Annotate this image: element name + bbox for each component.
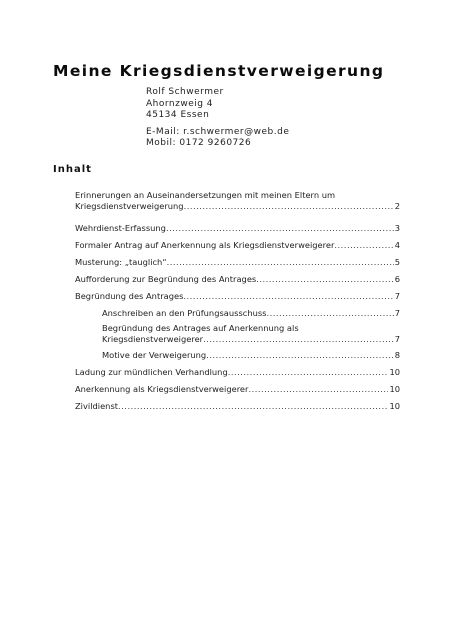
toc-page-number: 2 xyxy=(394,201,400,211)
author-name: Rolf Schwermer xyxy=(146,87,224,97)
toc-entry-musterung[interactable] xyxy=(75,257,400,268)
toc-leader-dots xyxy=(228,367,389,378)
toc-entry-text: Erinnerungen an Auseinandersetzungen mit meinen Eltern um xyxy=(75,190,336,200)
author-street: Ahornzweig 4 xyxy=(146,98,214,109)
toc-entry-erinnerungen[interactable] xyxy=(75,190,400,212)
toc-entry-begruendung[interactable] xyxy=(75,291,400,302)
toc-entry-text: Musterung: „tauglich“ xyxy=(75,257,167,267)
toc-entry-formaler-antrag[interactable] xyxy=(75,240,400,251)
toc-subentry-begruendung-anerkennung[interactable] xyxy=(102,323,400,345)
toc-entry-text: Formaler Antrag auf Anerkennung als Kriegsdienstverweigerer xyxy=(75,240,335,250)
toc-page-number: 6 xyxy=(394,274,400,284)
toc-entry-text: Ladung zur mündlichen Verhandlung xyxy=(75,367,228,377)
toc-leader-dots xyxy=(256,274,393,285)
toc-entry-wehrdienst-erfassung[interactable] xyxy=(75,223,400,234)
toc-entry-text: Begründung des Antrages auf Anerkennung als xyxy=(102,323,299,333)
toc-entry-text: Anerkennung als Kriegsdienstverweigerer xyxy=(75,384,249,394)
toc-page-number: 10 xyxy=(389,384,400,394)
toc-leader-dots xyxy=(183,291,393,302)
toc-entry-aufforderung[interactable] xyxy=(75,274,400,285)
toc-page-number: 7 xyxy=(394,291,400,301)
toc-page-number: 7 xyxy=(394,334,400,344)
toc-entry-anerkennung[interactable] xyxy=(75,384,400,395)
toc-page-number: 10 xyxy=(389,367,400,377)
author-phone: Mobil: 0172 9260726 xyxy=(146,138,252,148)
toc-leader-dots xyxy=(118,401,388,412)
toc-leader-dots xyxy=(203,334,394,345)
toc-subentry-anschreiben[interactable] xyxy=(102,308,400,319)
toc-leader-dots xyxy=(184,201,394,212)
toc-entry-text: Kriegsdienstverweigerer xyxy=(102,334,204,344)
toc-entry-text: Kriegsdienstverweigerung xyxy=(75,201,184,211)
toc-page-number: 10 xyxy=(389,401,400,411)
toc-page-number: 5 xyxy=(394,257,400,267)
document-title: Meine Kriegsdienstverweigerung xyxy=(53,62,385,80)
author-city: 45134 Essen xyxy=(146,110,210,120)
toc-leader-dots xyxy=(206,350,394,361)
toc-entry-text: Begründung des Antrages xyxy=(75,291,184,301)
toc-leader-dots xyxy=(248,384,388,395)
toc-leader-dots xyxy=(334,240,393,251)
toc-page-number: 7 xyxy=(394,308,400,318)
toc-entry-text: Anschreiben an den Prüfungsausschuss xyxy=(102,308,267,318)
toc-heading: Inhalt xyxy=(53,164,92,175)
toc-entry-text: Motive der Verweigerung xyxy=(102,350,207,360)
toc-leader-dots xyxy=(167,257,394,268)
toc-entry-text: Wehrdienst-Erfassung xyxy=(75,223,166,233)
toc-entry-text: Aufforderung zur Begründung des Antrages xyxy=(75,274,257,284)
toc-leader-dots xyxy=(267,308,394,319)
toc-entry-ladung[interactable] xyxy=(75,367,400,378)
toc-subentry-motive[interactable] xyxy=(102,350,400,361)
toc-entry-text: Zivildienst xyxy=(75,401,119,411)
toc-page-number: 4 xyxy=(394,240,400,250)
toc-page-number: 3 xyxy=(394,223,400,233)
toc-leader-dots xyxy=(166,223,394,234)
toc-page-number: 8 xyxy=(394,350,400,360)
toc-entry-zivildienst[interactable] xyxy=(75,401,400,412)
author-email: E-Mail: r.schwermer@web.de xyxy=(146,126,290,137)
author-address-block xyxy=(146,87,289,150)
